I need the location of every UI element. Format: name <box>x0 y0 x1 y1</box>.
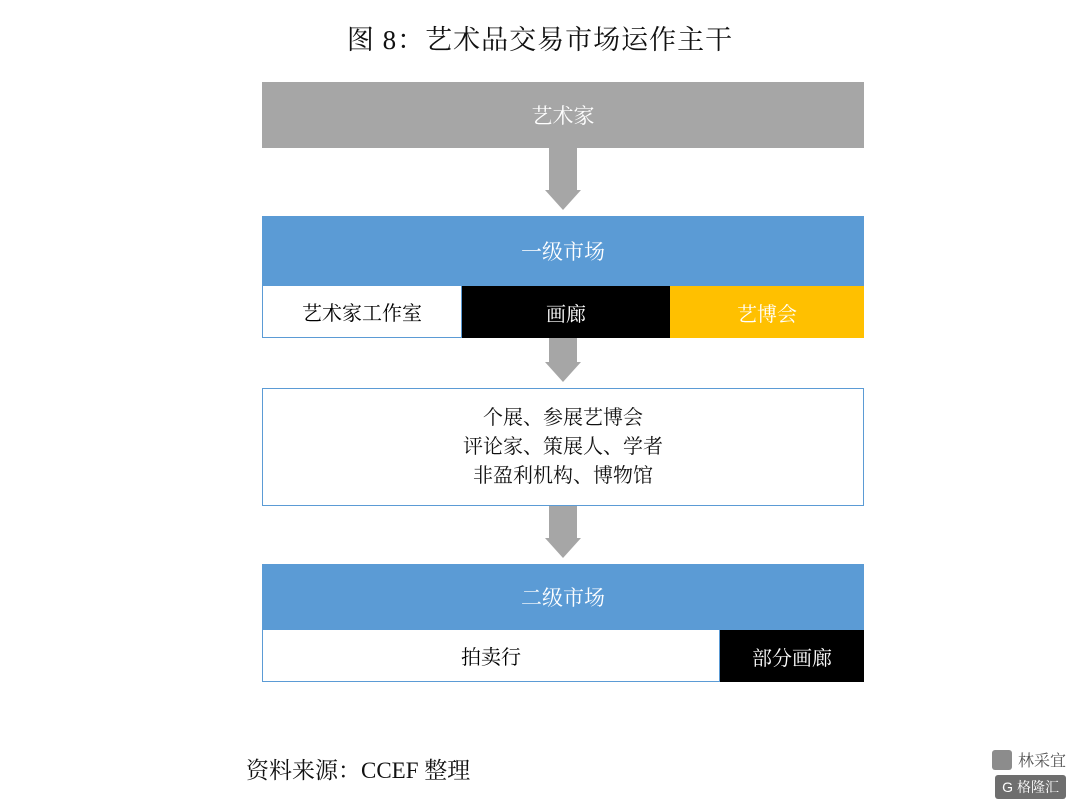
secondary-cell-some-galleries-label: 部分画廊 <box>752 647 832 670</box>
primary-cell-gallery <box>462 286 670 338</box>
secondary-market-header <box>262 564 864 630</box>
watermark-badge-label: 格隆汇 <box>1017 779 1059 795</box>
arrow-stem <box>549 506 577 538</box>
arrow-artist-to-primary <box>262 148 864 216</box>
secondary-cell-auction-house <box>262 630 720 682</box>
secondary-cell-auction-house-label: 拍卖行 <box>461 647 521 669</box>
secondary-market-label: 二级市场 <box>521 587 605 610</box>
secondary-market-row <box>262 630 864 682</box>
watermark <box>992 748 1066 799</box>
arrow-shape <box>545 338 581 388</box>
watermark-account-label: 林采宜 <box>1017 753 1066 770</box>
detail-line-3: 非盈利机构、博物馆 <box>473 464 653 487</box>
arrow-stem <box>549 148 577 190</box>
arrow-head <box>545 538 581 558</box>
wechat-logo-icon <box>992 750 1012 770</box>
primary-market-row <box>262 286 864 338</box>
gelonghui-logo-icon: G <box>1002 779 1013 795</box>
arrow-head <box>545 190 581 210</box>
primary-market-label: 一级市场 <box>521 241 605 264</box>
primary-cell-art-fair-label: 艺博会 <box>737 303 797 326</box>
arrow-head <box>545 362 581 382</box>
detail-line-2: 评论家、策展人、学者 <box>463 435 663 458</box>
primary-cell-gallery-label: 画廊 <box>546 303 586 326</box>
source-note: 资料来源：CCEF 整理 <box>246 758 471 783</box>
flow-diagram <box>262 82 864 682</box>
detail-line-1: 个展、参展艺博会 <box>483 406 643 429</box>
primary-cell-studio <box>262 286 462 338</box>
secondary-cell-some-galleries <box>720 630 864 682</box>
artist-band <box>262 82 864 148</box>
figure-title: 图 8：艺术品交易市场运作主干 <box>346 25 734 55</box>
arrow-shape <box>545 148 581 216</box>
primary-cell-studio-label: 艺术家工作室 <box>302 303 422 325</box>
arrow-primary-to-detail <box>262 338 864 388</box>
artist-label: 艺术家 <box>531 105 595 128</box>
primary-cell-art-fair <box>670 286 864 338</box>
arrow-shape <box>545 506 581 564</box>
arrow-detail-to-secondary <box>262 506 864 564</box>
watermark-badge <box>995 775 1066 799</box>
arrow-stem <box>549 338 577 362</box>
primary-market-header <box>262 216 864 286</box>
detail-box <box>262 388 864 506</box>
watermark-account <box>992 748 1066 771</box>
